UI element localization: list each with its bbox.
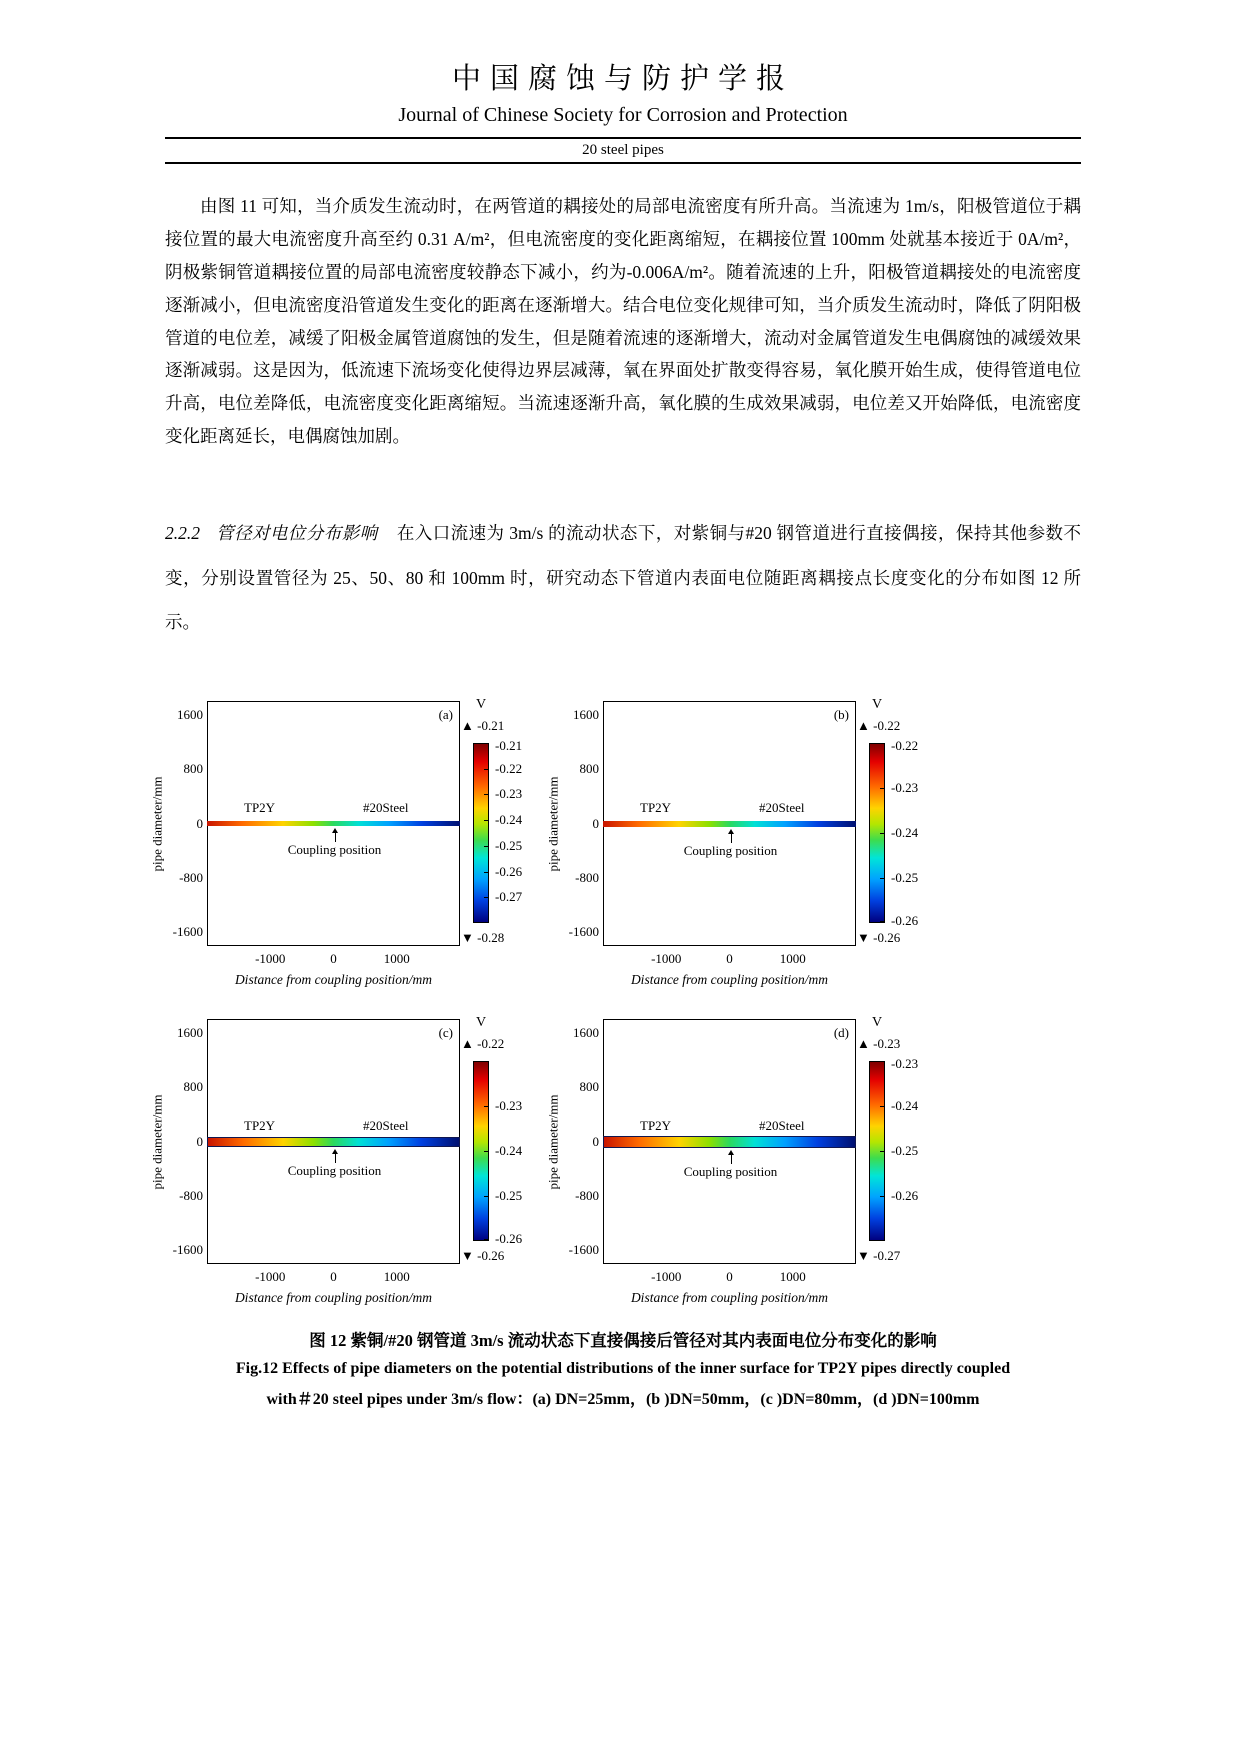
colorbar-tick-mark <box>880 833 884 834</box>
colorbar-tick-label: -0.24 <box>495 812 523 828</box>
colorbar-tick-label: -0.21 <box>495 738 523 753</box>
y-tick-label: 800 <box>183 761 203 777</box>
y-tick-label: 1600 <box>573 706 599 722</box>
plot-area <box>603 1019 856 1264</box>
colorbar-tick-label: -0.26 <box>495 1231 523 1246</box>
plot-area <box>207 1019 460 1264</box>
coupling-arrow-line <box>335 832 336 842</box>
x-tick-label: -1000 <box>255 951 286 966</box>
pipe-material-right-label: #20Steel <box>759 1117 805 1133</box>
colorbar-tick-mark <box>880 1106 884 1107</box>
colorbar-tick-mark <box>880 1061 884 1062</box>
x-axis-label: Distance from coupling position/mm <box>630 1290 829 1305</box>
x-tick-label: -1000 <box>651 951 682 966</box>
figure-panel-c <box>151 1009 523 1311</box>
y-tick-label: 1600 <box>177 1024 203 1040</box>
y-tick-label: -1600 <box>568 1242 599 1258</box>
colorbar-tick-mark <box>484 846 488 847</box>
colorbar-max-value: ▲ -0.22 <box>461 1036 505 1051</box>
section-2-2-2 <box>165 511 1081 645</box>
y-tick-label: -800 <box>575 1187 599 1203</box>
colorbar-tick-mark <box>880 878 884 879</box>
pipe-gradient-bar <box>207 1137 460 1147</box>
colorbar-tick-label: -0.23 <box>891 780 919 795</box>
panel-letter: (b) <box>833 707 849 722</box>
x-axis-label: Distance from coupling position/mm <box>234 972 433 987</box>
y-tick-label: 1600 <box>573 1024 599 1040</box>
y-tick-label: 0 <box>196 1133 203 1149</box>
colorbar-tick-mark <box>880 1151 884 1152</box>
y-tick-label: 800 <box>579 761 599 777</box>
x-tick-label: 1000 <box>779 1269 806 1284</box>
colorbar-tick-label: -0.22 <box>495 760 523 776</box>
y-tick-label: 0 <box>592 815 599 831</box>
coupling-arrow-line <box>731 833 732 843</box>
journal-header <box>165 56 1081 164</box>
coupling-arrow-line <box>335 1153 336 1163</box>
colorbar-min-value: ▼ -0.26 <box>461 1248 505 1263</box>
x-tick-label: 0 <box>330 951 337 966</box>
colorbar-unit-label: V <box>871 1015 883 1030</box>
pipe-material-left-label: TP2Y <box>640 1117 672 1133</box>
pipe-material-right-label: #20Steel <box>363 1117 409 1133</box>
colorbar-tick-label: -0.23 <box>495 786 523 802</box>
coupling-arrow-line <box>731 1154 732 1164</box>
pipe-material-left-label: TP2Y <box>640 799 672 815</box>
section-text: 在入口流速为 3m/s 的流动状态下，对紫铜与#20 钢管道进行直接偶接，保持其他参数不变，分别设置管径为 25、50、80 和 100mm 时，研究动态下管道内表面电位随距离耦接点长度变化的分布如图 12 所示。 <box>165 523 1081 633</box>
figure-12-grid <box>151 691 1081 1311</box>
figure-caption-en-line2: with＃20 steel pipes under 3m/s flow：(a) DN=25mm，(b )DN=50mm，(c )DN=80mm，(d )DN=100mm <box>266 1391 980 1409</box>
pipe-gradient-bar <box>207 821 460 826</box>
colorbar-tick-mark <box>484 897 488 898</box>
colorbar-tick-mark <box>880 921 884 922</box>
colorbar-gradient <box>473 743 489 923</box>
y-tick-label: -800 <box>575 869 599 885</box>
journal-title-cn: 中国腐蚀与防护学报 <box>451 63 794 95</box>
y-axis-label: pipe diameter/mm <box>149 776 164 871</box>
figure-panel-d <box>547 1009 919 1311</box>
figure-panel-b <box>547 691 919 993</box>
colorbar-tick-label: -0.24 <box>891 1098 919 1113</box>
pipe-material-right-label: #20Steel <box>759 799 805 815</box>
y-tick-label: 800 <box>183 1079 203 1095</box>
colorbar-tick-mark <box>484 1106 488 1107</box>
pipe-material-left-label: TP2Y <box>244 799 276 815</box>
journal-title-en: Journal of Chinese Society for Corrosion and Protection <box>398 104 848 126</box>
coupling-position-label: Coupling position <box>683 842 778 858</box>
colorbar-tick-label: -0.23 <box>891 1056 919 1071</box>
y-tick-label: -1600 <box>172 924 203 940</box>
colorbar-unit-label: V <box>475 1015 487 1030</box>
colorbar-tick-label: -0.25 <box>495 837 523 853</box>
colorbar-min-value: ▼ -0.27 <box>857 1248 901 1263</box>
x-tick-label: 1000 <box>383 1269 410 1284</box>
colorbar-tick-label: -0.24 <box>891 825 919 840</box>
panel-letter: (c) <box>438 1025 453 1040</box>
colorbar-tick-mark <box>484 794 488 795</box>
colorbar-tick-label: -0.26 <box>891 1188 919 1203</box>
colorbar-unit-label: V <box>475 697 487 712</box>
y-tick-label: -1600 <box>172 1242 203 1258</box>
y-tick-label: 0 <box>592 1133 599 1149</box>
y-tick-label: 800 <box>579 1079 599 1095</box>
y-axis-label: pipe diameter/mm <box>545 1094 560 1189</box>
colorbar-tick-mark <box>880 743 884 744</box>
x-tick-label: 0 <box>330 1269 337 1284</box>
colorbar-tick-label: -0.25 <box>891 870 919 885</box>
y-tick-label: -800 <box>179 1187 203 1203</box>
paragraph-flow-discussion: 由图 11 可知，当介质发生流动时，在两管道的耦接处的局部电流密度有所升高。当流速为 1m/s，阳极管道位于耦接位置的最大电流密度升高至约 0.31 A/m²，但电流密度的变化距离缩短，在耦接位置 100mm 处就基本接近于 0A/m²，阴极紫铜管道耦接位置的局部电流密度较静态下减小，约为-0.006A/m²。随着流速的上升，阳极管道耦接处的电流密度逐渐减小，但电流密度沿管道发生变化的距离在逐渐增大。结合电位变化规律可知，当介质发生流动时，降低了阴阳极管道的电位差，减缓了阳极金属管道腐蚀的发生，但是随着流速的逐渐增大，流动对金属管道发生电偶腐蚀的减缓效果逐渐减弱。这是因为，低流速下流场变化使得边界层减薄，氧在界面处扩散变得容易，氧化膜开始生成，使得管道电位升高，电位差降低，电流密度变化距离缩短。当流速逐渐升高，氧化膜的生成效果减弱，电位差又开始降低，电流密度变化距离延长，电偶腐蚀加剧。 <box>165 196 1081 447</box>
colorbar-max-value: ▲ -0.21 <box>461 718 505 733</box>
colorbar-tick-label: -0.23 <box>495 1098 523 1113</box>
x-tick-label: 0 <box>726 951 733 966</box>
colorbar-tick-mark <box>880 788 884 789</box>
colorbar-tick-label: -0.25 <box>891 1143 919 1158</box>
panel-letter: (a) <box>438 707 453 722</box>
colorbar-tick-label: -0.22 <box>891 738 919 753</box>
x-tick-label: -1000 <box>651 1269 682 1284</box>
colorbar-tick-label: -0.26 <box>891 913 919 928</box>
running-note: 20 steel pipes <box>582 142 664 158</box>
coupling-position-label: Coupling position <box>683 1163 778 1179</box>
colorbar-min-value: ▼ -0.26 <box>857 930 901 945</box>
colorbar-max-value: ▲ -0.22 <box>857 718 901 733</box>
colorbar-tick-label: -0.27 <box>495 889 523 905</box>
colorbar-unit-label: V <box>871 697 883 712</box>
colorbar-tick-mark <box>484 872 488 873</box>
colorbar-tick-label: -0.24 <box>495 1143 523 1158</box>
colorbar-tick-mark <box>484 743 488 744</box>
x-tick-label: 1000 <box>779 951 806 966</box>
coupling-position-label: Coupling position <box>287 842 382 857</box>
colorbar-max-value: ▲ -0.23 <box>857 1036 901 1051</box>
coupling-position-label: Coupling position <box>287 1162 382 1178</box>
x-tick-label: -1000 <box>255 1269 286 1284</box>
colorbar-tick-mark <box>484 1196 488 1197</box>
x-axis-label: Distance from coupling position/mm <box>234 1290 433 1305</box>
colorbar-tick-mark <box>484 820 488 821</box>
pipe-gradient-bar <box>603 821 856 827</box>
section-number: 2.2.2 <box>165 523 200 544</box>
y-axis-label: pipe diameter/mm <box>149 1094 164 1189</box>
colorbar-tick-mark <box>484 1239 488 1240</box>
y-tick-label: -1600 <box>568 924 599 940</box>
colorbar-tick-mark <box>880 1196 884 1197</box>
pipe-material-right-label: #20Steel <box>363 799 409 815</box>
colorbar-tick-mark <box>484 1151 488 1152</box>
colorbar-min-value: ▼ -0.28 <box>461 930 505 945</box>
x-tick-label: 0 <box>726 1269 733 1284</box>
figure-caption-en-line1: Fig.12 Effects of pipe diameters on the potential distributions of the inner surface for TP2Y pipes directly coupled <box>235 1360 1011 1377</box>
panel-letter: (d) <box>833 1025 849 1040</box>
section-title: 管径对电位分布影响 <box>215 523 378 544</box>
pipe-gradient-bar <box>603 1136 856 1148</box>
x-tick-label: 1000 <box>383 951 410 966</box>
colorbar-tick-label: -0.25 <box>495 1188 523 1203</box>
y-tick-label: 1600 <box>177 706 203 722</box>
colorbar-tick-label: -0.26 <box>495 863 523 879</box>
y-tick-label: -800 <box>179 869 203 885</box>
colorbar-tick-mark <box>484 769 488 770</box>
y-tick-label: 0 <box>196 815 203 831</box>
header-rule-bottom <box>165 162 1081 164</box>
y-axis-label: pipe diameter/mm <box>545 776 560 871</box>
figure-panel-a <box>151 691 523 993</box>
pipe-material-left-label: TP2Y <box>244 1117 276 1133</box>
figure-caption-cn: 图 12 紫铜/#20 钢管道 3m/s 流动状态下直接偶接后管径对其内表面电位分布变化的影响 <box>309 1331 937 1350</box>
x-axis-label: Distance from coupling position/mm <box>630 972 829 987</box>
plot-area <box>207 701 460 946</box>
plot-area <box>603 701 856 946</box>
